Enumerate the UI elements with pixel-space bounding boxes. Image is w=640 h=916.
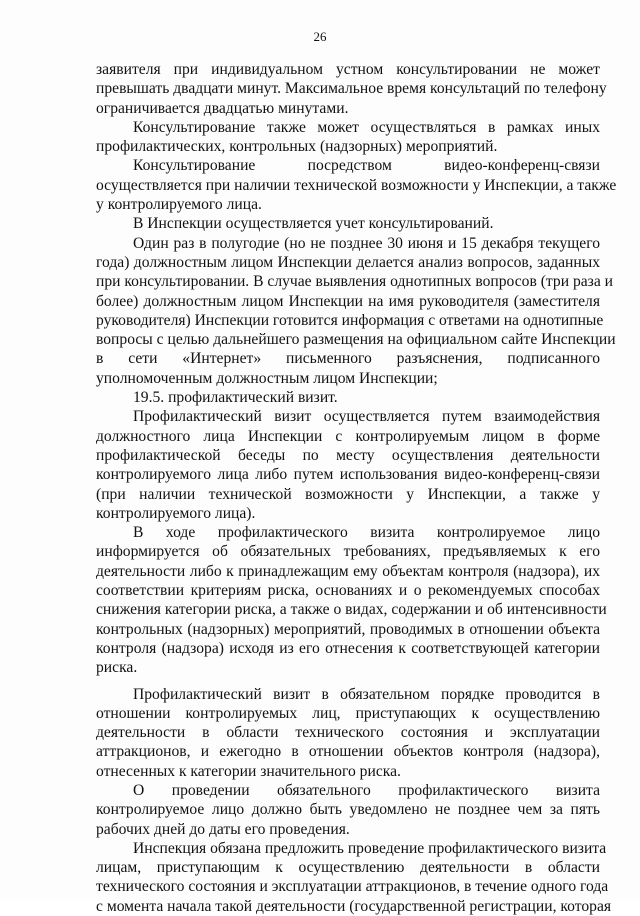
text-line: Профилактический визит в обязательном порядке проводится в	[133, 685, 600, 703]
text-line: должностного лица Инспекции с контролируемым лицом в форме	[96, 427, 600, 445]
text-line: превышать двадцати минут. Максимальное время консультаций по телефону	[96, 80, 607, 98]
text-line: контрольных (надзорных) мероприятий, проводимых в отношении объекта	[96, 620, 600, 638]
text-line: контролируемое лицо должно быть уведомлено не позднее чем за пять	[96, 801, 600, 819]
text-line: в сети «Интернет» письменного разъяснения, подписанного	[96, 350, 600, 368]
text-line: снижения категории риска, а также о видах, содержании и об интенсивности	[96, 601, 607, 619]
text-line: технического состояния и эксплуатации аттракционов, в течение одного года	[96, 878, 609, 896]
text-line: отношении контролируемых лиц, приступающих к осуществлению	[96, 704, 600, 722]
text-line: В ходе профилактического визита контролируемое лицо	[133, 524, 600, 542]
text-line: осуществляется при наличии технической возможности у Инспекции, а также	[96, 176, 617, 194]
text-line: более) должностным лицом Инспекции на имя руководителя (заместителя	[96, 292, 600, 310]
text-line: деятельности в области технического состояния и эксплуатации	[96, 724, 600, 742]
text-line: ограничивается двадцатью минутами.	[96, 99, 349, 117]
text-line: профилактических, контрольных (надзорных) мероприятий.	[96, 138, 498, 156]
text-line: Профилактический визит осуществляется путем взаимодействия	[133, 408, 600, 426]
page-number: 26	[313, 29, 327, 44]
text-line: В Инспекции осуществляется учет консультирований.	[133, 215, 494, 233]
text-line: (при наличии технической возможности у Инспекции, а также у	[96, 485, 600, 503]
text-line: аттракционов, и ежегодно в отношении объектов контроля (надзора),	[96, 743, 600, 761]
paragraph-gap	[96, 678, 600, 685]
text-line: информируется об обязательных требованиях, предъявляемых к его	[96, 543, 600, 561]
text-line: лицам, приступающим к осуществлению деятельности в области	[96, 859, 600, 877]
text-line: 19.5. профилактический визит.	[133, 389, 338, 407]
text-line: уполномоченным должностным лицом Инспекции;	[96, 369, 438, 387]
text-line: контролируемого лица либо путем использования видео-конференц-связи	[96, 466, 600, 484]
text-line: деятельности либо к принадлежащим ему объектам контроля (надзора), их	[96, 562, 600, 580]
text-line: руководителя) Инспекции готовится информация с ответами на однотипные	[96, 311, 604, 329]
text-line: вопросы с целью дальнейшего размещения на официальном сайте Инспекции	[96, 331, 616, 349]
text-line: контролируемого лица).	[96, 504, 256, 522]
text-line: Консультирование также может осуществляться в рамках иных	[133, 118, 600, 136]
text-line: Инспекция обязана предложить проведение профилактического визита	[133, 839, 607, 857]
text-line: заявителя при индивидуальном устном консультировании не может	[96, 61, 600, 78]
text-line: контроля (надзора) исходя из его отнесения к соответствующей категории	[96, 639, 600, 657]
text-line: соответствии критериям риска, основаниях и о рекомендуемых способах	[96, 582, 600, 600]
document-body	[96, 60, 617, 916]
text-line: Один раз в полугодие (но не позднее 30 июня и 15 декабря текущего	[133, 234, 600, 252]
text-line: года) должностным лицом Инспекции делается анализ вопросов, заданных	[96, 253, 600, 271]
text-line: отнесенных к категории значительного риска.	[96, 762, 401, 780]
text-line: профилактической беседы по месту осуществления деятельности	[96, 446, 600, 464]
text-line: О проведении обязательного профилактического визита	[133, 781, 600, 799]
text-line: с момента начала такой деятельности (государственной регистрации, которая	[96, 897, 612, 915]
text-line: при консультировании. В случае выявления однотипных вопросов (три раза и	[96, 273, 613, 291]
text-line: риска.	[96, 659, 138, 677]
text-line: Консультирование посредством видео-конференц-связи	[133, 157, 600, 175]
text-line: у контролируемого лица.	[96, 196, 262, 214]
text-line: рабочих дней до даты его проведения.	[96, 820, 350, 838]
